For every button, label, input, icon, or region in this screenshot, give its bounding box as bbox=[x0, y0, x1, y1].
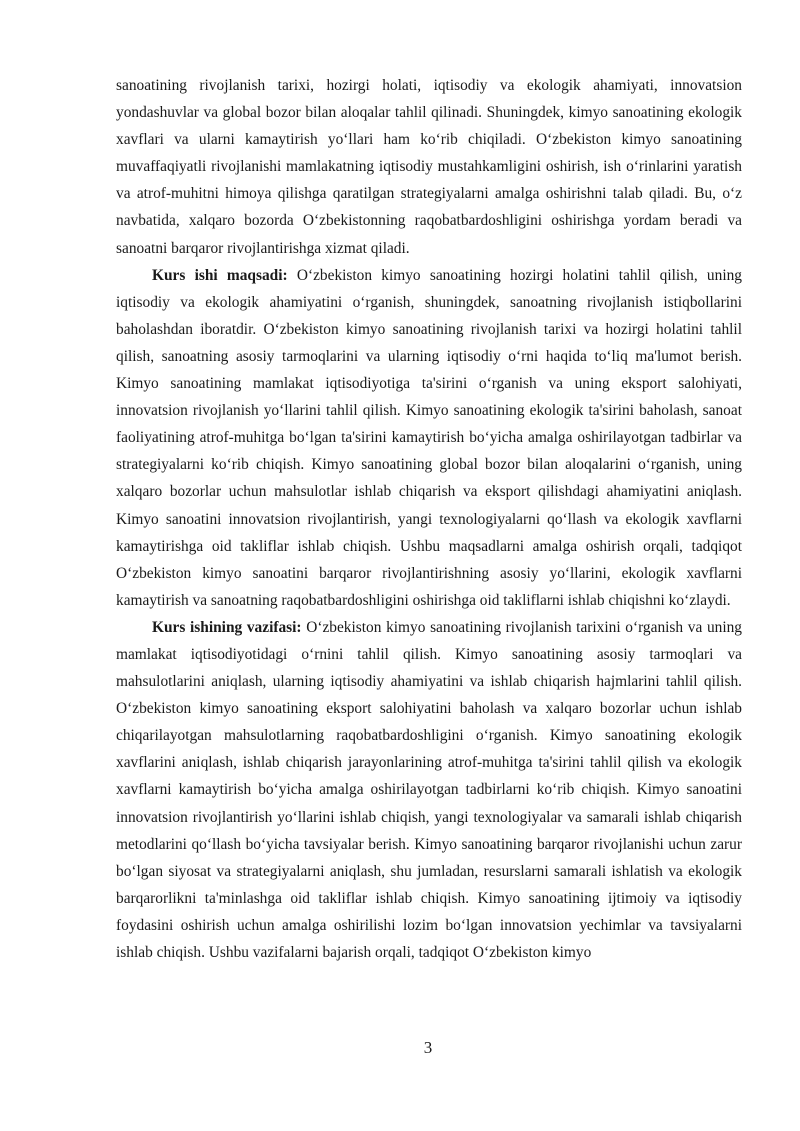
page-number: 3 bbox=[423, 1038, 433, 1057]
paragraph-goal bbox=[116, 262, 742, 614]
paragraph-tasks bbox=[116, 614, 742, 966]
goal-heading: Kurs ishi maqsadi: bbox=[152, 266, 288, 284]
page-body bbox=[116, 72, 742, 966]
tasks-heading: Kurs ishining vazifasi: bbox=[152, 618, 302, 636]
tasks-text: O‘zbekiston kimyo sanoatining rivojlanish tarixini o‘rganish va uning mamlakat iqtisodiyotidagi o‘rnini tahlil qilish. Kimyo sanoatining asosiy tarmoqlari va mahsulotlarini aniqlash, ularning iqtisodiy ahamiyatini va ishlab chiqarish hajmlarini tahlil qilish. O‘zbekiston kimyo sanoatining eksport salohiyatini baholash va xalqaro bozorlar uchun ishlab chiqarilayotgan mahsulotlarning raqobatbardoshligini o‘rganish. Kimyo sanoatining ekologik xavflarini aniqlash, ishlab chiqarish jarayonlarining atrof-muhitga ta'sirini tahlil qilish va ekologik xavflarni kamaytirish bo‘yicha amalga oshirilayotgan tadbirlarni ko‘rib chiqish. Kimyo sanoatini innovatsion rivojlantirish yo‘llarini ishlab chiqish, yangi texnologiyalar va samarali ishlab chiqarish metodlarini qo‘llash bo‘yicha tavsiyalar berish. Kimyo sanoatining barqaror rivojlanishi uchun zarur bo‘lgan siyosat va strategiyalarni aniqlash, shu jumladan, resurslarni samarali ishlatish va ekologik barqarorlikni ta'minlashga oid takliflar ishlab chiqish. Kimyo sanoatining ijtimoiy va iqtisodiy foydasini oshirish uchun amalga oshirilishi lozim bo‘lgan innovatsion yechimlar va tavsiyalarni ishlab chiqish. Ushbu vazifalarni bajarish orqali, tadqiqot O‘zbekiston kimyo bbox=[116, 618, 742, 961]
goal-text: O‘zbekiston kimyo sanoatining hozirgi holatini tahlil qilish, uning iqtisodiy va ekologik ahamiyatini o‘rganish, shuningdek, sanoatning rivojlanish istiqbollarini baholashdan iboratdir. O‘zbekiston kimyo sanoatining rivojlanish tarixi va hozirgi holatini tahlil qilish, sanoatning asosiy tarmoqlarini va ularning iqtisodiy o‘rni haqida to‘liq ma'lumot berish. Kimyo sanoatining mamlakat iqtisodiyotiga ta'sirini o‘rganish va uning eksport salohiyati, innovatsion rivojlanish yo‘llarini tahlil qilish. Kimyo sanoatining ekologik ta'sirini baholash, sanoat faoliyatining atrof-muhitga bo‘lgan ta'sirini kamaytirish bo‘yicha amalga oshirilayotgan tadbirlar va strategiyalarni ko‘rib chiqish. Kimyo sanoatining global bozor bilan aloqalarini o‘rganish, uning xalqaro bozorlar uchun mahsulotlar ishlab chiqarish va eksport qilishdagi ahamiyatini aniqlash. Kimyo sanoatini innovatsion rivojlantirish, yangi texnologiyalarni qo‘llash va ekologik xavflarni kamaytirishga oid takliflar ishlab chiqish. Ushbu maqsadlarni amalga oshirish orqali, tadqiqot O‘zbekiston kimyo sanoatini barqaror rivojlantirishning asosiy yo‘llarini, ekologik xavflarni kamaytirish va sanoatning raqobatbardoshligini oshirishga oid takliflarni ishlab chiqishni ko‘zlaydi. bbox=[116, 266, 742, 609]
paragraph-intro: sanoatining rivojlanish tarixi, hozirgi holati, iqtisodiy va ekologik ahamiyati, innovatsion yondashuvlar va global bozor bilan aloqalar tahlil qilinadi. Shuningdek, kimyo sanoatining ekologik xavflari va ularni kamaytirish yo‘llari ham ko‘rib chiqiladi. O‘zbekiston kimyo sanoatining muvaffaqiyatli rivojlanishi mamlakatning iqtisodiy mustahkamligini oshirish, ish o‘rinlarini yaratish va atrof-muhitni himoya qilishga qaratilgan strategiyalarni amalga oshirishni talab qiladi. Bu, o‘z navbatida, xalqaro bozorda O‘zbekistonning raqobatbardoshligini oshirishga yordam beradi va sanoatni barqaror rivojlantirishga xizmat qiladi. bbox=[116, 77, 742, 257]
